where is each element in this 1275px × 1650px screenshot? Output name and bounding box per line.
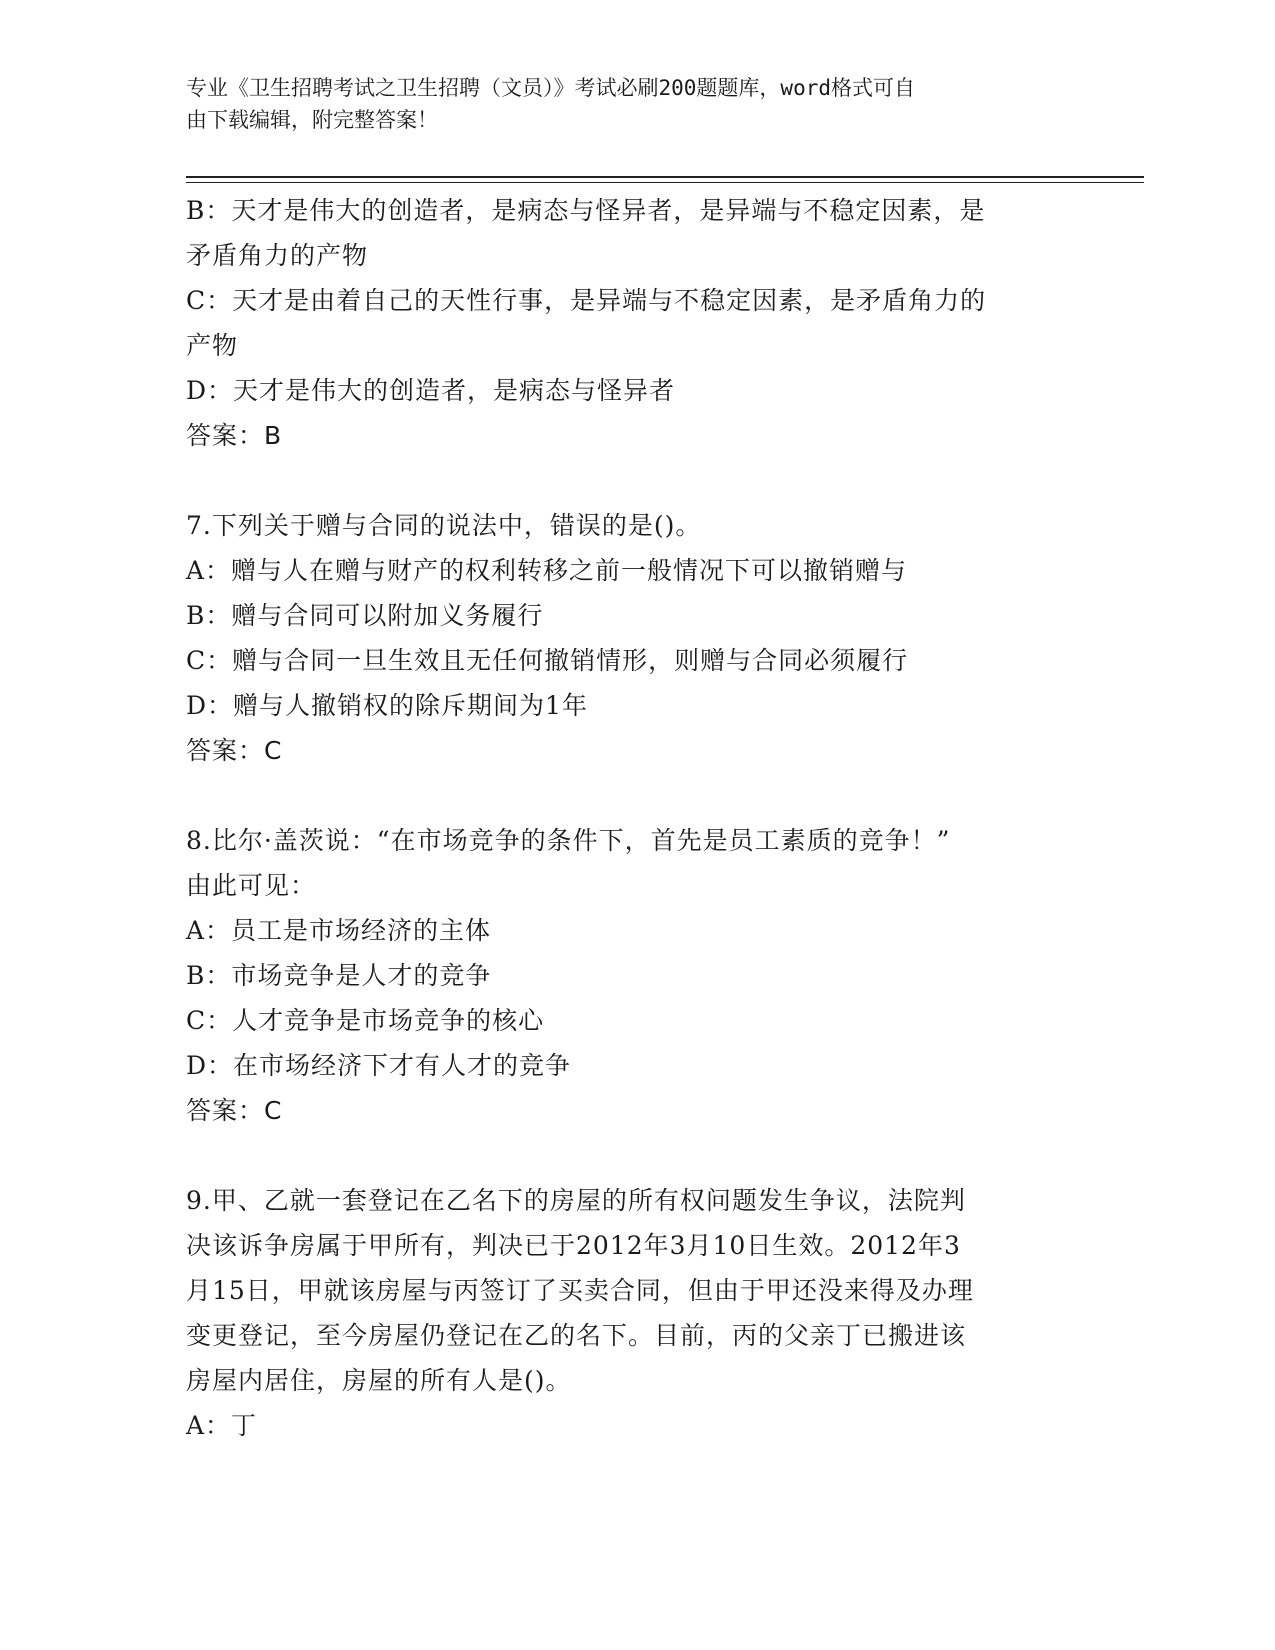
option-d: D：天才是伟大的创造者，是病态与怪异者 xyxy=(186,376,676,405)
header-divider-thick xyxy=(186,176,1144,178)
option-a: A：赠与人在赠与财产的权利转移之前一般情况下可以撤销赠与 xyxy=(186,556,908,585)
question-text: 8.比尔·盖茨说：“在市场竞争的条件下，首先是员工素质的竞争！” xyxy=(186,826,951,855)
answer-line: 答案：C xyxy=(186,736,283,765)
option-b-line: 矛盾角力的产物 xyxy=(186,241,369,270)
document-header xyxy=(186,72,1066,136)
option-b-line: B：天才是伟大的创造者，是病态与怪异者，是异端与不稳定因素，是 xyxy=(186,196,986,225)
question-6-tail xyxy=(186,188,1066,458)
question-text: 由此可见： xyxy=(186,871,317,900)
answer-line: 答案：C xyxy=(186,1096,283,1125)
header-title-line: 专业《卫生招聘考试之卫生招聘（文员）》考试必刷200题题库，word格式可自 xyxy=(186,76,915,100)
header-title-line: 由下载编辑，附完整答案！ xyxy=(186,108,438,132)
option-a: A：员工是市场经济的主体 xyxy=(186,916,492,945)
option-c-line: C：天才是由着自己的天性行事，是异端与不稳定因素，是矛盾角力的 xyxy=(186,286,987,315)
option-b: B：市场竞争是人才的竞争 xyxy=(186,961,492,990)
question-text: 房屋内居住，房屋的所有人是()。 xyxy=(186,1366,572,1395)
question-text: 7.下列关于赠与合同的说法中，错误的是()。 xyxy=(186,511,702,540)
spacer xyxy=(186,458,1066,503)
document-body xyxy=(186,188,1066,1448)
option-b: B：赠与合同可以附加义务履行 xyxy=(186,601,544,630)
question-text: 决该诉争房属于甲所有，判决已于2012年3月10日生效。2012年3 xyxy=(186,1231,961,1260)
question-8 xyxy=(186,818,1066,1133)
question-text: 月15日，甲就该房屋与丙签订了买卖合同，但由于甲还没来得及办理 xyxy=(186,1276,974,1305)
option-d: D：在市场经济下才有人才的竞争 xyxy=(186,1051,572,1080)
spacer xyxy=(186,773,1066,818)
question-text: 变更登记，至今房屋仍登记在乙的名下。目前，丙的父亲丁已搬进该 xyxy=(186,1321,967,1350)
answer-line: 答案：B xyxy=(186,421,283,450)
spacer xyxy=(186,1133,1066,1178)
question-9 xyxy=(186,1178,1066,1448)
question-text: 9.甲、乙就一套登记在乙名下的房屋的所有权问题发生争议，法院判 xyxy=(186,1186,966,1215)
question-7 xyxy=(186,503,1066,773)
option-d: D：赠与人撤销权的除斥期间为1年 xyxy=(186,691,588,720)
option-c-line: 产物 xyxy=(186,331,239,360)
option-c: C：人才竞争是市场竞争的核心 xyxy=(186,1006,545,1035)
option-a: A：丁 xyxy=(186,1411,258,1440)
option-c: C：赠与合同一旦生效且无任何撤销情形，则赠与合同必须履行 xyxy=(186,646,909,675)
header-divider-thin xyxy=(186,182,1144,183)
